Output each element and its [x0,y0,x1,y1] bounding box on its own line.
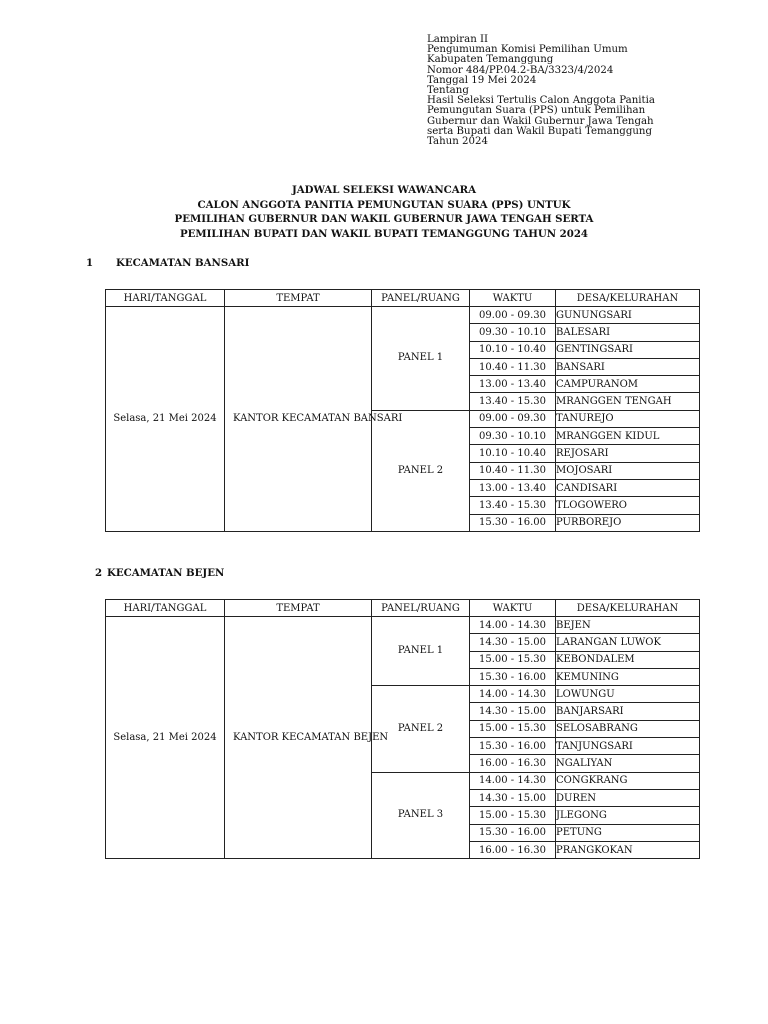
schedule-table-bejen [105,599,700,859]
panel-cell: PANEL 3 [372,772,470,858]
desa-cell: MRANGGEN TENGAH [556,393,700,410]
title-line: CALON ANGGOTA PANITIA PEMUNGUTAN SUARA (PPS) UNTUK [197,198,571,211]
desa-cell: KEMUNING [556,668,700,685]
header-waktu: WAKTU [470,290,556,307]
lampiran-line: Pengumuman Komisi Pemilihan Umum [427,44,628,56]
table-row [106,307,700,324]
schedule-table-bansari [105,289,700,532]
desa-cell: SELOSABRANG [556,720,700,737]
time-cell: 15.30 - 16.00 [470,668,556,685]
lampiran-line: Hasil Seleksi Tertulis Calon Anggota Panitia [427,95,655,107]
lampiran-line: Lampiran II [427,34,489,45]
desa-cell: JLEGONG [556,807,700,824]
panel-cell: PANEL 1 [372,617,470,686]
desa-cell: DUREN [556,789,700,806]
header-tempat: TEMPAT [225,600,372,617]
date-cell: Selasa, 21 Mei 2024 [106,617,225,859]
header-panel-ruang: PANEL/RUANG [372,600,470,617]
time-cell: 10.10 - 10.40 [470,341,556,358]
desa-cell: REJOSARI [556,445,700,462]
time-cell: 09.30 - 10.10 [470,428,556,445]
time-cell: 15.30 - 16.00 [470,824,556,841]
time-cell: 16.00 - 16.30 [470,841,556,858]
time-cell: 09.00 - 09.30 [470,307,556,324]
desa-cell: CANDISARI [556,479,700,496]
time-cell: 15.30 - 16.00 [470,514,556,531]
title-line: JADWAL SELEKSI WAWANCARA [291,184,477,196]
time-cell: 15.30 - 16.00 [470,738,556,755]
panel-cell: PANEL 1 [372,307,470,411]
document-title [0,183,768,241]
desa-cell: CAMPURANOM [556,376,700,393]
desa-cell: TANUREJO [556,410,700,427]
place-cell: KANTOR KECAMATAN BEJEN [225,617,372,859]
desa-cell: TLOGOWERO [556,497,700,514]
desa-cell: KEBONDALEM [556,651,700,668]
lampiran-line: Nomor 484/PP.04.2-BA/3323/4/2024 [427,64,614,76]
desa-cell: BEJEN [556,617,700,634]
time-cell: 13.00 - 13.40 [470,479,556,496]
title-line: PEMILIHAN GUBERNUR DAN WAKIL GUBERNUR JAWA TENGAH SERTA [174,213,594,226]
section-name: KECAMATAN BANSARI [116,257,250,269]
header-waktu: WAKTU [470,600,556,617]
header-desa-kelurahan: DESA/KELURAHAN [556,290,700,307]
time-cell: 14.00 - 14.30 [470,617,556,634]
time-cell: 14.00 - 14.30 [470,772,556,789]
desa-cell: BANJARSARI [556,703,700,720]
desa-cell: BANSARI [556,358,700,375]
section-number: 2 [95,567,103,579]
desa-cell: NGALIYAN [556,755,700,772]
header-hari-tanggal: HARI/TANGGAL [106,290,225,307]
section-name: KECAMATAN BEJEN [107,567,225,579]
lampiran-line: Pemungutan Suara (PPS) untuk Pemilihan [427,105,646,117]
table-header-row [106,290,700,307]
header-desa-kelurahan: DESA/KELURAHAN [556,600,700,617]
table-header-row [106,600,700,617]
time-cell: 14.00 - 14.30 [470,686,556,703]
time-cell: 10.10 - 10.40 [470,445,556,462]
section-number: 1 [86,257,94,269]
time-cell: 10.40 - 11.30 [470,462,556,479]
lampiran-line: Tentang [427,85,469,97]
place-cell: KANTOR KECAMATAN BANSARI [225,307,372,532]
desa-cell: MRANGGEN KIDUL [556,428,700,445]
time-cell: 14.30 - 15.00 [470,703,556,720]
table-row [106,617,700,634]
desa-cell: PRANGKOKAN [556,841,700,858]
time-cell: 15.00 - 15.30 [470,807,556,824]
time-cell: 10.40 - 11.30 [470,358,556,375]
attachment-header [427,35,727,147]
time-cell: 14.30 - 15.00 [470,789,556,806]
section-heading-bansari [86,257,249,269]
time-cell: 15.00 - 15.30 [470,720,556,737]
title-line: PEMILIHAN BUPATI DAN WAKIL BUPATI TEMANGGUNG TAHUN 2024 [179,227,589,240]
header-hari-tanggal: HARI/TANGGAL [106,600,225,617]
desa-cell: PETUNG [556,824,700,841]
time-cell: 13.40 - 15.30 [470,497,556,514]
header-tempat: TEMPAT [225,290,372,307]
time-cell: 13.00 - 13.40 [470,376,556,393]
desa-cell: PURBOREJO [556,514,700,531]
lampiran-line: Tahun 2024 [427,136,488,148]
desa-cell: LOWUNGU [556,686,700,703]
time-cell: 09.30 - 10.10 [470,324,556,341]
section-heading-bejen [95,567,224,579]
lampiran-line: serta Bupati dan Wakil Bupati Temanggung [427,125,652,137]
desa-cell: LARANGAN LUWOK [556,634,700,651]
lampiran-line: Tanggal 19 Mei 2024 [427,74,537,86]
desa-cell: BALESARI [556,324,700,341]
time-cell: 16.00 - 16.30 [470,755,556,772]
date-cell: Selasa, 21 Mei 2024 [106,307,225,532]
panel-cell: PANEL 2 [372,410,470,531]
desa-cell: MOJOSARI [556,462,700,479]
lampiran-line: Kabupaten Temanggung [427,54,554,66]
time-cell: 15.00 - 15.30 [470,651,556,668]
desa-cell: GUNUNGSARI [556,307,700,324]
panel-cell: PANEL 2 [372,686,470,772]
time-cell: 14.30 - 15.00 [470,634,556,651]
desa-cell: CONGKRANG [556,772,700,789]
desa-cell: GENTINGSARI [556,341,700,358]
time-cell: 13.40 - 15.30 [470,393,556,410]
header-panel-ruang: PANEL/RUANG [372,290,470,307]
lampiran-line: Gubernur dan Wakil Gubernur Jawa Tengah [427,115,654,127]
time-cell: 09.00 - 09.30 [470,410,556,427]
desa-cell: TANJUNGSARI [556,738,700,755]
